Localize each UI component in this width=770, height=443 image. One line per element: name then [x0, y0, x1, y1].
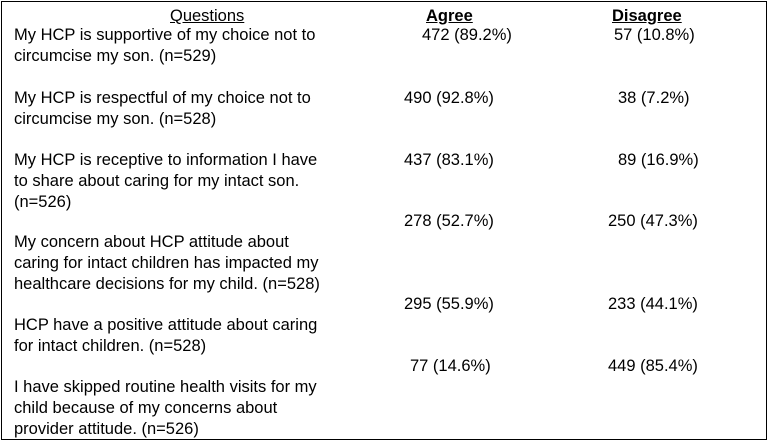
agree-1: 472 (89.2%)	[422, 26, 512, 44]
question-1: My HCP is supportive of my choice not to circumcise my son. (n=529)	[14, 26, 316, 65]
question-4: My concern about HCP attitude about caring for intact children has impacted my healthcare decisions for my child. (n=528)	[14, 233, 320, 293]
agree-5: 295 (55.9%)	[404, 295, 494, 313]
disagree-2: 38 (7.2%)	[618, 89, 690, 107]
agree-2: 490 (92.8%)	[404, 89, 494, 107]
question-2: My HCP is respectful of my choice not to circumcise my son. (n=528)	[14, 89, 311, 128]
agree-3: 437 (83.1%)	[404, 151, 494, 169]
disagree-6: 449 (85.4%)	[608, 357, 698, 375]
header-questions: Questions	[170, 7, 245, 25]
question-6: I have skipped routine health visits for my child because of my concerns about provider attitude. (n=526)	[14, 378, 317, 438]
disagree-5: 233 (44.1%)	[608, 295, 698, 313]
agree-6: 77 (14.6%)	[410, 357, 491, 375]
disagree-1: 57 (10.8%)	[614, 26, 695, 44]
disagree-4: 250 (47.3%)	[608, 212, 698, 230]
disagree-3: 89 (16.9%)	[618, 151, 699, 169]
question-3: My HCP is receptive to information I have to share about caring for my intact son. (n=526)	[14, 151, 318, 211]
agree-4: 278 (52.7%)	[404, 212, 494, 230]
header-agree: Agree	[426, 7, 473, 25]
header-disagree: Disagree	[612, 7, 682, 25]
question-5: HCP have a positive attitude about caring for intact children. (n=528)	[14, 316, 318, 355]
survey-table	[1, 1, 767, 440]
